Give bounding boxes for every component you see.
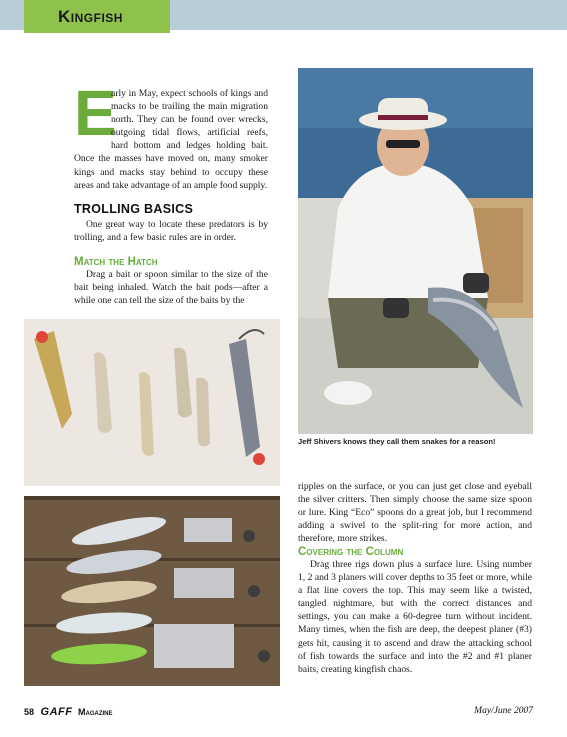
section-title: Kingfish [24, 0, 170, 33]
spoons-photo-illustration [24, 496, 280, 686]
drop-cap: E [74, 77, 117, 149]
spoons-planers-photo [24, 496, 280, 686]
covering-column-heading: Covering the Column [298, 546, 404, 558]
angler-photo [298, 68, 533, 434]
trolling-text: One great way to locate these predators is by trolling, and a few basic rules are in order. [74, 219, 268, 244]
intro-text: arly in May, expect schools of kings and macks to be trailing the main migration north. They can be found over wrecks, outgoing tidal flows, artificial reefs, hard bottom and ledges holding bait. Once the masses have moved on, many smoker kings and macks stay behind to occupy these areas and take advantage of an ample food supply. [74, 88, 268, 191]
brand-name: GAFF [40, 706, 73, 718]
issue-date: May/June 2007 [474, 706, 533, 716]
covering-column-text: Drag three rigs down plus a surface lure. Using number 1, 2 and 3 planers will cover depths to 35 feet or more, while a flat line covers the top. This may seem like a twisted, tangled nightmare, but with the correct distances and settings, you can make a 60-degree turn without incident. Many times, when the fish are deep, the deepest planer (#3) gets hit, causing it to ascend and draw the attacking school of fish towards the surface and into the #2 and #1 planer baits, creating kingfish chaos. [298, 559, 532, 675]
match-hatch-text: Drag a bait or spoon similar to the size of the bait being inhaled. Watch the bait pods—after a while one can tell the size of the baits by the [74, 269, 268, 307]
match-hatch-heading: Match the Hatch [74, 256, 158, 268]
trolling-heading: TROLLING BASICS [74, 202, 194, 216]
lures-photo [24, 319, 280, 486]
lures-photo-illustration [24, 319, 280, 486]
angler-photo-illustration [298, 68, 533, 434]
photo-caption: Jeff Shivers knows they call them snakes for a reason! [298, 437, 496, 446]
magazine-label: Magazine [78, 707, 113, 717]
ripples-text: ripples on the surface, or you can just get close and eyeball the silver critters. Then simply choose the same size spoon or lure. King “Eco” spoons do a great job, but I recommend adding a swivel to the split-ring for more action, and therefore, more strikes. [298, 481, 532, 545]
intro-paragraph [74, 77, 268, 192]
footer-folio [24, 706, 113, 718]
page-number: 58 [24, 707, 35, 717]
